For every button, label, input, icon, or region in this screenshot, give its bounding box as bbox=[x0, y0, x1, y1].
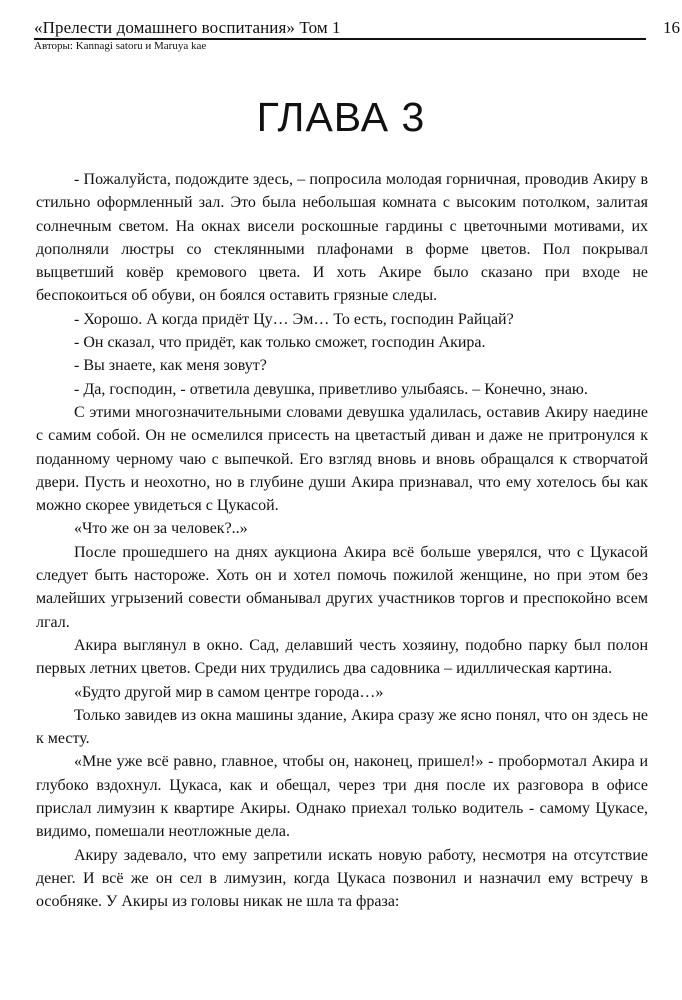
paragraph: - Он сказал, что придёт, как только сможет, господин Акира. bbox=[74, 334, 486, 352]
paragraph: «Мне уже всё равно, главное, чтобы он, наконец, пришел!» - пробормотал Акира и глубоко вздохнул. Цукаса, как и обещал, через три дня после их разговора в офисе прислал лимузин к квартире Акиры. Однако приехал только водитель - самому Цукасе, видимо, помешали неотложные дела. bbox=[36, 753, 648, 841]
paragraph: После прошедшего на днях аукциона Акира всё больше уверялся, что с Цукасой следует быть настороже. Хоть он и хотел помочь пожилой женщине, но при этом без малейших угрызений совести обманывал других участников торгов и преспокойно всем лгал. bbox=[36, 543, 648, 631]
running-header bbox=[34, 16, 680, 40]
authors-line: Авторы: Kannagi satoru и Maruya kae bbox=[34, 40, 207, 52]
body-text bbox=[36, 168, 648, 914]
paragraph: - Да, господин, - ответила девушка, приветливо улыбаясь. – Конечно, знаю. bbox=[74, 380, 588, 398]
paragraph: «Что же он за человек?..» bbox=[74, 520, 248, 538]
chapter-heading: ГЛАВА 3 bbox=[256, 94, 426, 140]
paragraph: - Вы знаете, как меня зовут? bbox=[74, 357, 267, 375]
paragraph: Акиру задевало, что ему запретили искать новую работу, несмотря на отсутствие денег. И всё же он сел в лимузин, когда Цукаса позвонил и назначил ему встречу в особняке. У Акиры из головы никак не шла та фраза: bbox=[36, 846, 648, 911]
page-number: 16 bbox=[663, 18, 680, 37]
book-title: «Прелести домашнего воспитания» Том 1 bbox=[34, 18, 341, 37]
paragraph: «Будто другой мир в самом центре города…» bbox=[74, 683, 384, 701]
paragraph: - Пожалуйста, подождите здесь, – попросила молодая горничная, проводив Акиру в стильно оформленный зал. Это была небольшая комната с высоким потолком, залитая солнечным светом. На окнах висели роскошные гардины с цветочными мотивами, их дополняли люстры со стеклянными плафонами в форме цветов. Пол покрывал выцветший ковёр кремового цвета. И хоть Акире было сказано при входе не беспокоиться об обуви, он боялся оставить грязные следы. bbox=[36, 171, 648, 305]
paragraph: - Хорошо. А когда придёт Цу… Эм… То есть, господин Райцай? bbox=[74, 310, 514, 328]
paragraph: С этими многозначительными словами девушка удалилась, оставив Акиру наедине с самим собой. Он не осмелился присесть на цветастый диван и даже не притронулся к поданному черному чаю с выпечкой. Его взгляд вновь и вновь обращался к створчатой двери. Пусть и неохотно, но в глубине души Акира признавал, что ему хотелось бы как можно скорее увидеться с Цукасой. bbox=[36, 403, 648, 515]
paragraph: Только завидев из окна машины здание, Акира сразу же ясно понял, что он здесь не к месту. bbox=[36, 706, 648, 748]
paragraph: Акира выглянул в окно. Сад, делавший честь хозяину, подобно парку был полон первых летних цветов. Среди них трудились два садовника – идиллическая картина. bbox=[36, 636, 648, 678]
